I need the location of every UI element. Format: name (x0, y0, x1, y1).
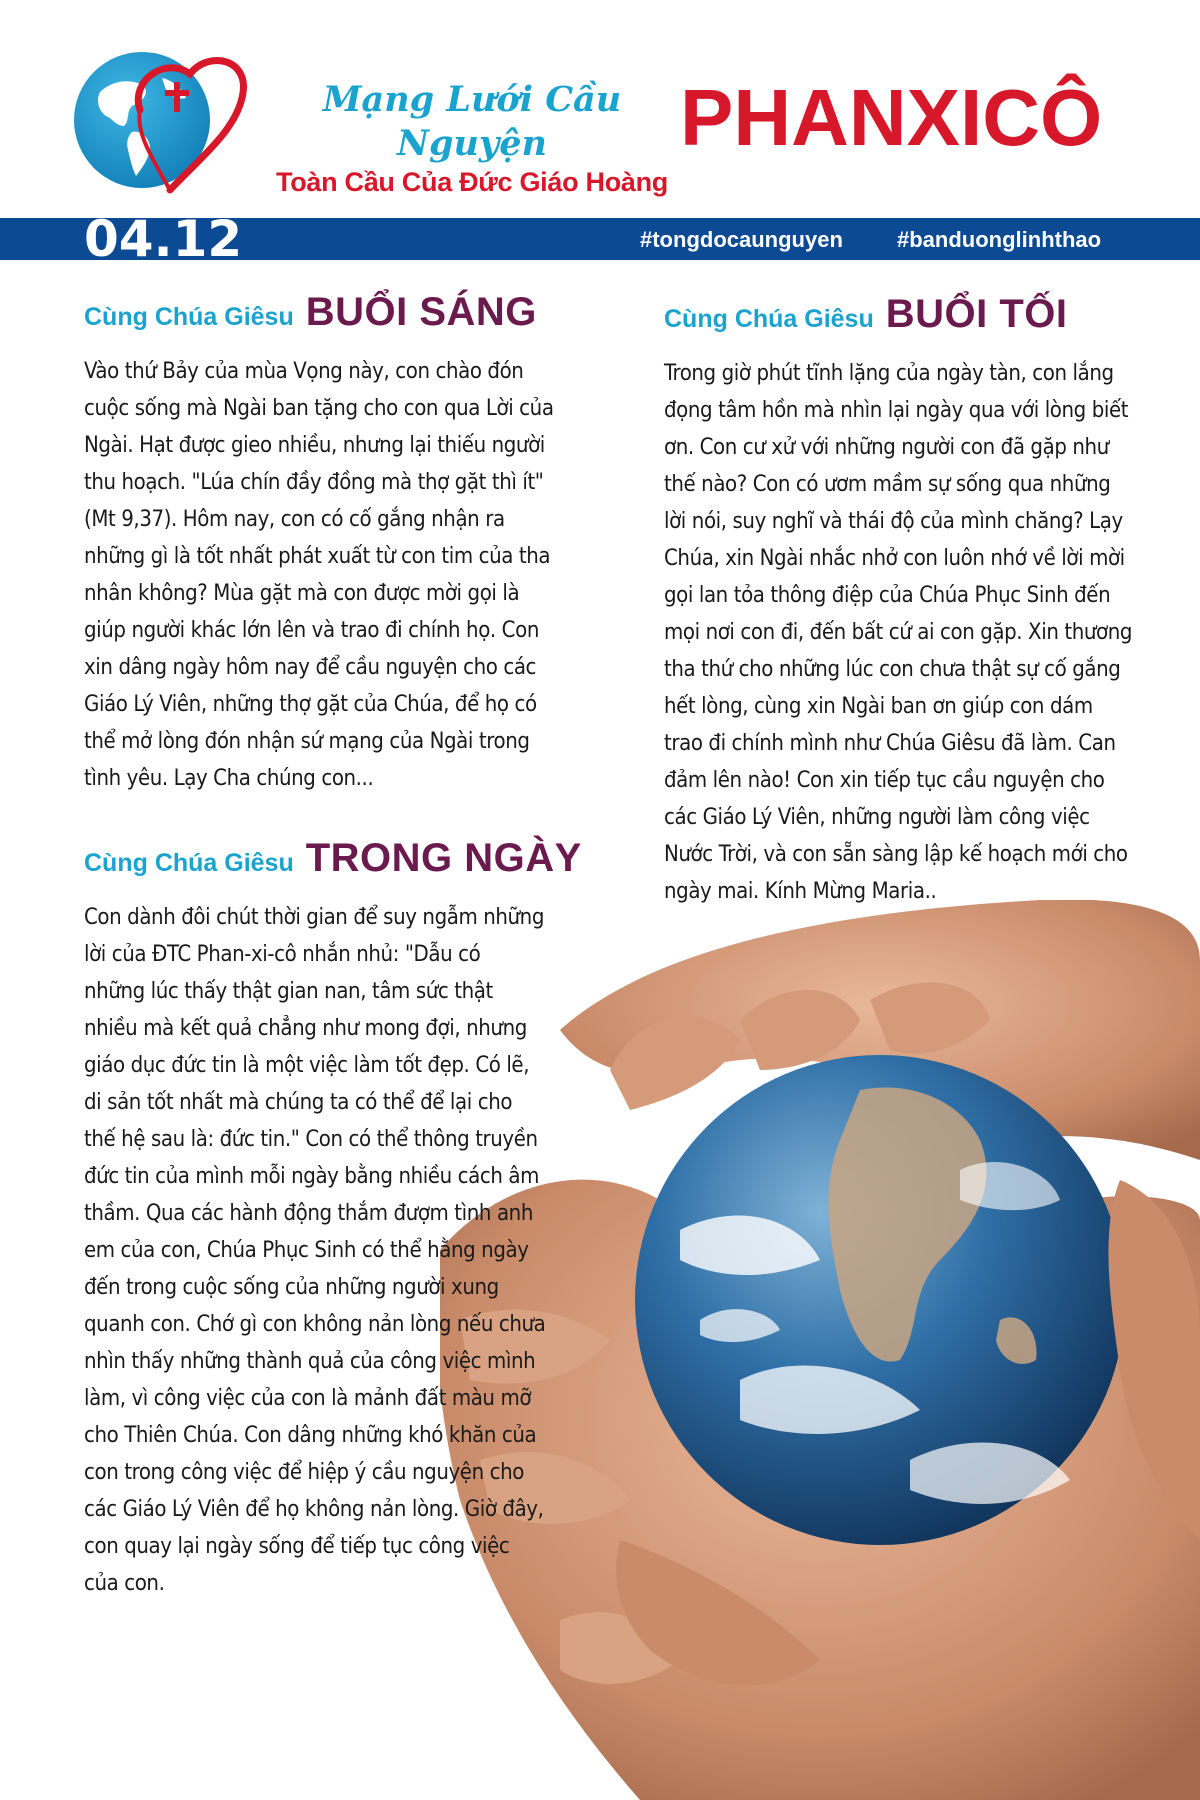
section-body: Con dành đôi chút thời gian để suy ngẫm những lời của ĐTC Phan-xi-cô nhắn nhủ: "Dẫu có những lúc thấy thật gian nan, tâm sức thật nhiều mà kết quả chẳng như mong đợi, nhưng giáo dục đức tin là một việc làm tốt đẹp. Có lẽ, di sản tốt nhất mà chúng ta có thể để lại cho thế hệ sau là: đức tin." Con có thể thông truyền đức tin của mình mỗi ngày bằng nhiều cách âm thầm. Qua các hành động thắm đượm tình anh em của con, Chúa Phục Sinh có thể hằng ngày đến trong cuộc sống của những người xung quanh con. Chớ gì con không nản lòng nếu chưa nhìn thấy những thành quả của công việc mình làm, vì công việc của con là mảnh đất màu mỡ cho Thiên Chúa. Con dâng những khó khăn của con trong công việc để hiệp ý cầu nguyện cho các Giáo Lý Viên để họ không nản lòng. Giờ đây, con quay lại ngày sống để tiếp tục công việc của con. (84, 905, 546, 1596)
section-heading (84, 836, 582, 881)
globe-heart-cross-icon (70, 40, 250, 200)
section-body: Trong giờ phút tĩnh lặng của ngày tàn, con lắng đọng tâm hồn mà nhìn lại ngày qua với lòng biết ơn. Con cư xử với những người con đã gặp như thế nào? Con có ươm mầm sự sống qua những lời nói, suy nghĩ và thái độ của mình chăng? Lạy Chúa, xin Ngài nhắc nhở con luôn nhớ về lời mời gọi lan tỏa thông điệp của Chúa Phục Sinh đến mọi nơi con đi, đến bất cứ ai con gặp. Xin thương tha thứ cho những lúc con chưa thật sự cố gắng hết lòng, cùng xin Ngài ban ơn giúp con dám trao đi chính mình như Chúa Giêsu đã làm. Can đảm lên nào! Con xin tiếp tục cầu nguyện cho các Giáo Lý Viên, những người làm công việc Nước Trời, và con sẵn sàng lập kế hoạch mới cho ngày mai. Kính Mừng Maria.. (664, 361, 1133, 904)
section-prefix: Cùng Chúa Giêsu (84, 849, 294, 877)
section-evening (664, 292, 1134, 910)
section-day (84, 836, 582, 1602)
section-body: Vào thứ Bảy của mùa Vọng này, con chào đón cuộc sống mà Ngài ban tặng cho con qua Lời của Ngài. Hạt được gieo nhiều, nhưng lại thiếu người thu hoạch. "Lúa chín đầy đồng mà thợ gặt thì ít" (Mt 9,37). Hôm nay, con có cố gắng nhận ra những gì là tốt nhất phát xuất từ con tim của tha nhân không? Mùa gặt mà con được mời gọi là giúp người khác lớn lên và trao đi chính họ. Con xin dâng ngày hôm nay để cầu nguyện cho các Giáo Lý Viên, những thợ gặt của Chúa, để họ có thể mở lòng đón nhận sứ mạng của Ngài trong tình yêu. Lạy Cha chúng con... (84, 359, 554, 791)
section-morning (84, 290, 554, 797)
section-title: BUỔI TỐI (885, 292, 1068, 336)
tagline (272, 78, 672, 198)
section-heading (84, 290, 554, 335)
section-prefix: Cùng Chúa Giêsu (664, 305, 874, 333)
section-title: TRONG NGÀY (305, 836, 582, 880)
date-label: 04.12 (84, 210, 243, 268)
section-title: BUỔI SÁNG (305, 290, 537, 334)
section-heading (664, 292, 1134, 337)
hands-holding-earth-icon (440, 900, 1200, 1800)
brand-title: PHANXICÔ (680, 73, 1103, 162)
hashtag-tongdocaunguyen: #tongdocaunguyen (640, 227, 843, 252)
tagline-line1: Mạng Lưới Cầu Nguyện (322, 79, 622, 164)
section-prefix: Cùng Chúa Giêsu (84, 303, 294, 331)
hashtag-banduonglinhthao: #banduonglinhthao (897, 227, 1102, 252)
tagline-line2: Toàn Cầu Của Đức Giáo Hoàng (276, 167, 668, 197)
